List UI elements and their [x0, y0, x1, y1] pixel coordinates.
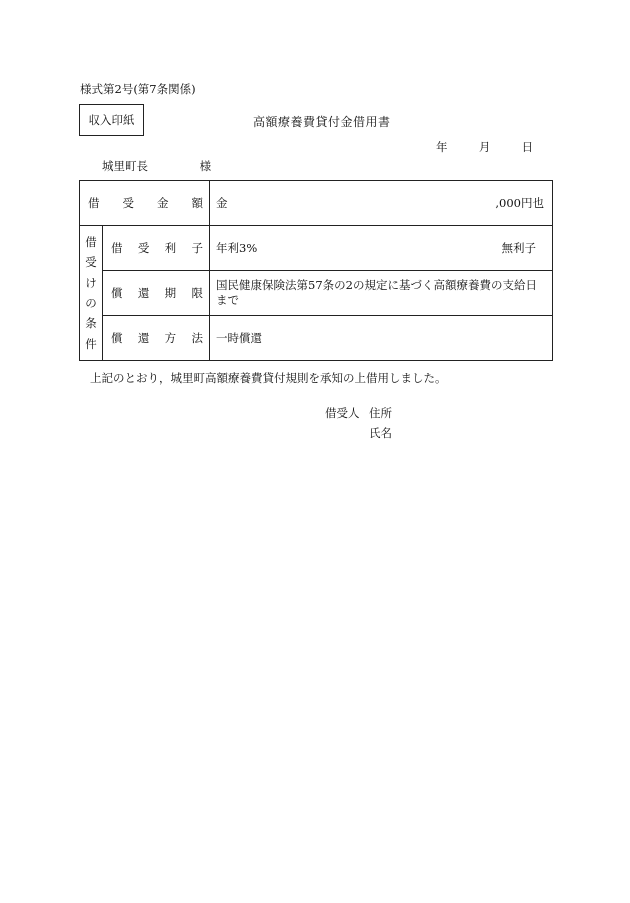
period-label-char: 償 — [111, 286, 123, 300]
interest-rate: 年利3% — [216, 241, 258, 255]
table-row-interest — [80, 226, 553, 271]
loan-terms-table — [79, 180, 553, 361]
method-value: 一時償還 — [216, 331, 262, 345]
interest-label-cell — [103, 226, 210, 271]
amount-label-char: 額 — [191, 196, 203, 210]
amount-prefix: 金 — [216, 196, 228, 210]
date-year: 年 — [436, 140, 448, 154]
conditions-label-char: 件 — [85, 336, 97, 351]
period-label-cell — [103, 271, 210, 316]
addressee — [102, 158, 211, 174]
method-label-cell — [103, 316, 210, 361]
conditions-label-cell — [80, 226, 103, 361]
amount-label-char: 受 — [122, 196, 134, 210]
interest-label-char: 受 — [137, 241, 150, 255]
borrower-label: 借受人 — [325, 406, 360, 420]
date-day: 日 — [521, 140, 534, 154]
form-number: 様式第2号(第7条関係) — [80, 82, 196, 96]
interest-free: 無利子 — [501, 241, 536, 255]
method-label-char: 法 — [191, 331, 203, 345]
period-label-char: 期 — [164, 286, 177, 300]
table-row-method — [80, 316, 553, 361]
table-row-period — [80, 271, 553, 316]
amount-label-char: 借 — [88, 196, 100, 210]
addressee-honorific: 様 — [199, 159, 212, 173]
amount-label-char: 金 — [157, 196, 169, 210]
document-title: 高額療養費貸付金借用書 — [253, 115, 391, 129]
interest-label-char: 子 — [191, 241, 203, 255]
interest-label-char: 借 — [111, 241, 123, 255]
table-row-amount — [80, 181, 553, 226]
addressee-name: 城里町長 — [102, 159, 148, 173]
conditions-label-char: の — [85, 296, 97, 310]
revenue-stamp-box — [79, 104, 144, 136]
conditions-label-char: け — [85, 275, 97, 290]
method-label-char: 還 — [137, 331, 150, 345]
method-value-cell — [210, 316, 553, 361]
amount-label-cell — [80, 181, 210, 226]
period-value: 国民健康保険法第57条の2の規定に基づく高額療養費の支給日まで — [216, 278, 537, 307]
conditions-label-char: 条 — [85, 316, 97, 331]
date-line — [436, 139, 533, 155]
conditions-label-char: 借 — [85, 234, 97, 249]
date-month: 月 — [478, 140, 491, 154]
borrower-name-label: 氏名 — [369, 426, 392, 440]
amount-value-cell — [210, 181, 553, 226]
period-label-char: 限 — [191, 286, 203, 300]
period-label-char: 還 — [137, 286, 150, 300]
method-label-char: 方 — [164, 331, 177, 345]
borrower-address-label: 住所 — [369, 406, 392, 420]
conditions-label-char: 受 — [85, 255, 97, 270]
interest-value-cell — [210, 226, 553, 271]
amount-suffix: ,000円也 — [495, 196, 544, 210]
period-value-cell — [210, 271, 553, 316]
agreement-statement: 上記のとおり，城里町高額療養費貸付規則を承知の上借用しました。 — [90, 371, 447, 385]
interest-label-char: 利 — [164, 241, 177, 255]
revenue-stamp-label: 収入印紙 — [88, 113, 135, 127]
method-label-char: 償 — [111, 331, 123, 345]
